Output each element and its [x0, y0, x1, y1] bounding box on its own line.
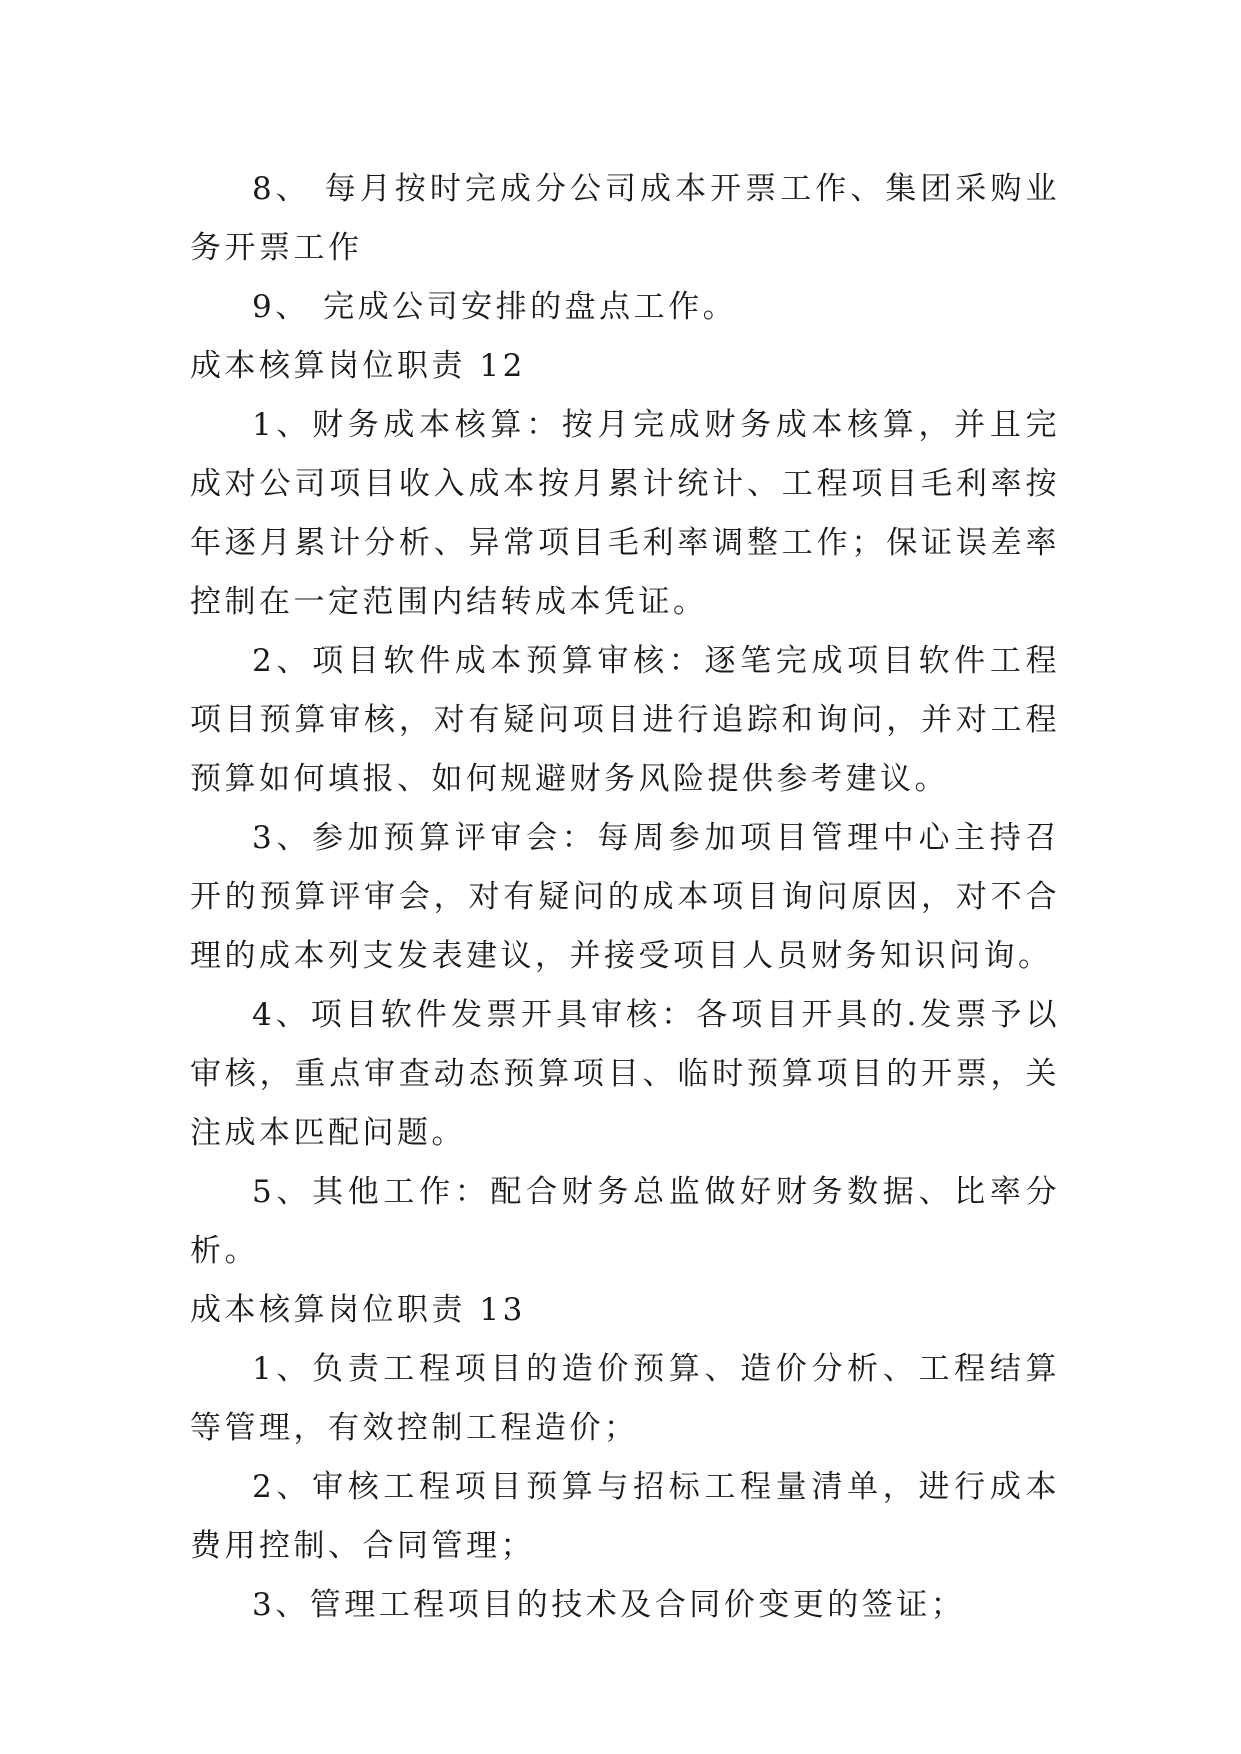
paragraph-13-1: 1、负责工程项目的造价预算、造价分析、工程结算等管理，有效控制工程造价； [190, 1351, 1060, 1446]
paragraph-item-8: 8、 每月按时完成分公司成本开票工作、集团采购业务开票工作 [190, 171, 1060, 266]
paragraph-12-4: 4、项目软件发票开具审核：各项目开具的.发票予以审核，重点审查动态预算项目、临时预算项目的开票，关注成本匹配问题。 [190, 997, 1060, 1151]
paragraph-13-3: 3、管理工程项目的技术及合同价变更的签证； [252, 1587, 966, 1623]
document-page [190, 160, 1060, 1635]
paragraph-12-5: 5、其他工作：配合财务总监做好财务数据、比率分析。 [190, 1174, 1060, 1269]
paragraph-12-2: 2、项目软件成本预算审核：逐笔完成项目软件工程项目预算审核，对有疑问项目进行追踪和询问，并对工程预算如何填报、如何规避财务风险提供参考建议。 [190, 643, 1060, 797]
paragraph-item-9: 9、 完成公司安排的盘点工作。 [252, 289, 738, 325]
section-heading-13: 成本核算岗位职责 13 [190, 1292, 526, 1328]
paragraph-12-3: 3、参加预算评审会：每周参加项目管理中心主持召开的预算评审会，对有疑问的成本项目询问原因，对不合理的成本列支发表建议，并接受项目人员财务知识问询。 [190, 820, 1060, 974]
paragraph-13-2: 2、审核工程项目预算与招标工程量清单，进行成本费用控制、合同管理； [190, 1469, 1060, 1564]
paragraph-12-1: 1、财务成本核算：按月完成财务成本核算，并且完成对公司项目收入成本按月累计统计、工程项目毛利率按年逐月累计分析、异常项目毛利率调整工作；保证误差率控制在一定范围内结转成本凭证。 [190, 407, 1060, 620]
section-heading-12: 成本核算岗位职责 12 [190, 348, 526, 384]
